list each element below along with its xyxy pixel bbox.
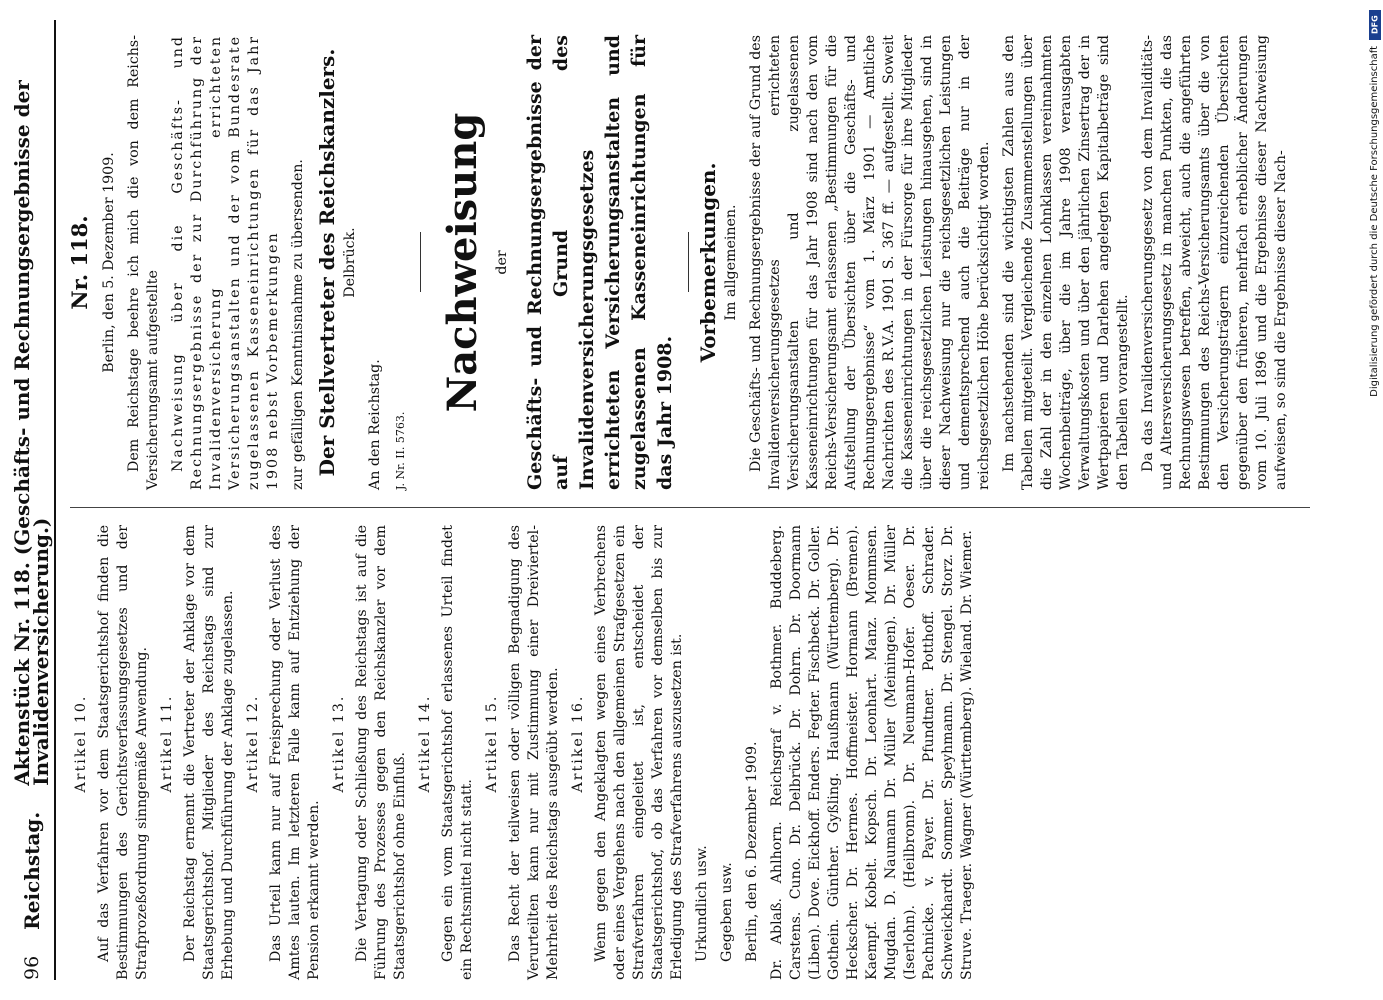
paragraph: Das Urteil kann nur auf Freisprechung oder Verlust des Amtes lauten. Im letzteren Falle kann auf Entziehung der Pension erkannt werden.	[268, 525, 322, 980]
centered-line: Im allgemeinen.	[723, 204, 739, 321]
paragraph: Die Geschäfts- und Rechnungsergebnisse der auf Grund des Invalidenversicherungsgesetzes errichteten Versicherungsanstalten und zugelassenen Kasseneinrichtungen für das Jahr 1908 sind nach den vom Reichs-Versicherungsamt erlassenen „Bestimmungen für die Aufstellung der Übersichten über die Geschäfts- und Rechnungsergebnisse“ vom 1. März 1901 — Amtliche Nachrichten des R.V.A. 1901 S. 367 ff. — aufgestellt. Soweit die Kasseneinrichtungen in der Fürsorge für ihre Mitglieder über die reichsgesetzlichen Leistungen hinausgehen, sind in dieser Nachweisung nur die reichsgesetzlichen Leistungen und dementsprechend auch die Beiträge nur in der reichsgesetzlichen Höhe berücksichtigt worden.	[748, 35, 992, 490]
article-heading: Artikel 11.	[159, 694, 175, 793]
left-column	[66, 525, 983, 980]
section-rule	[420, 233, 421, 293]
paragraph: Gegeben usw.	[719, 862, 735, 962]
document-title: Nachweisung	[439, 112, 486, 413]
right-column	[66, 35, 1297, 490]
document-page	[10, 20, 1330, 980]
header-title: Aktenstück Nr. 118. (Geschäfts- und Rechnungsergebnisse der Invalidenversicherung.)	[10, 80, 53, 786]
column-divider	[70, 507, 1310, 508]
paragraph: Da das Invalidenversicherungsgesetz von dem Invaliditäts- und Altersversicherungsgesetz in manchen Punkten, die das Rechnungswesen betreffen, abweicht, auch die angeführten Bestimmungen des Reichs-Versicherungsamts über die von den Versicherungsträgern einzureichenden Übersichten gegenüber den früheren, mehrfach erheblicher Änderungen vom 10. Juli 1896 und die Ergebnisse dieser Nachweisung aufweisen, so sind die Ergebnisse dieser Nach-	[1140, 35, 1289, 490]
page-number: 96	[20, 955, 43, 980]
section-heading: Vorbemerkungen.	[696, 162, 720, 363]
article-heading: Artikel 15.	[484, 694, 500, 793]
dfg-logo	[1369, 10, 1381, 40]
digitization-note: Digitalisierung gefördert durch die Deutsche Forschungsgemeinschaft	[1369, 46, 1380, 397]
paragraph: Auf das Verfahren vor dem Staatsgerichtshof finden die Bestimmungen des Gerichtsverfassungsgesetzes und der Strafprozeßordnung sinngemäße Anwendung.	[96, 525, 150, 980]
article-heading: Artikel 16.	[570, 694, 586, 793]
article-heading: Artikel 10.	[73, 694, 89, 793]
paragraph: An den Reichstag.	[367, 359, 383, 490]
paragraph: Das Recht der teilweisen oder völligen Begnadigung des Verurteilten kann nur mit Zustimmung einer Dreiviertel-Mehrheit des Reichstags ausgeübt werden.	[507, 525, 561, 980]
section-rule	[688, 233, 689, 293]
document-subject: Geschäfts- und Rechnungsergebnisse der auf Grund des Invalidenversicherungsgesetzes errichteten Versicherungsanstalten und zugelassenen Kasseneinrichtungen für das Jahr 1908.	[524, 35, 676, 490]
paragraph: Berlin, den 6. Dezember 1909.	[744, 741, 760, 962]
journal-number: J. Nr. II. 5763.	[394, 411, 407, 490]
document-number: Nr. 118.	[67, 215, 92, 310]
paragraph: Berlin, den 5. Dezember 1909.	[101, 152, 117, 373]
dfg-logo-text: DFG	[1370, 15, 1380, 35]
paragraph: Gegen ein vom Staatsgerichtshof erlassenes Urteil findet ein Rechtsmittel nicht statt.	[440, 525, 475, 980]
paragraph: Der Reichstag ernennt die Vertreter der Anklage vor dem Staatsgerichtshof. Mitglieder des Reichstags sind zur Erhebung und Durchführung der Anklage zugelassen.	[182, 525, 236, 980]
paragraph: Im nachstehenden sind die wichtigsten Zahlen aus den Tabellen mitgeteilt. Vergleichende Zusammenstellungen über die Zahl der in den einzelnen Lohnklassen vereinnahmten Wochenbeiträge, über die im Jahre 1908 verausgabten Verwaltungskosten und über den jährlichen Zinsertrag der in Wertpapieren und Darlehen angelegten Kapitalbeträge sind den Tabellen vorangestellt.	[1001, 35, 1131, 490]
header-left: Reichstag.	[19, 811, 44, 930]
section-heading: Der Stellvertreter des Reichskanzlers.	[315, 48, 339, 477]
page-header	[10, 20, 56, 980]
paragraph: zur gefälligen Kenntnisnahme zu übersenden.	[290, 159, 306, 490]
paragraph: Dem Reichstage beehre ich mich die von dem Reichs-Versicherungsamt aufgestellte	[126, 35, 161, 490]
paragraph: Nachweisung über die Geschäfts- und Rechnungsergebnisse der zur Durchführung der Invalidenversicherung errichteten Versicherungsanstalten und der vom Bundesrate zugelassenen Kasseneinrichtungen für das Jahr 1908 nebst Vorbemerkungen	[170, 35, 281, 490]
paragraph: Urkundlich usw.	[694, 845, 710, 962]
article-heading: Artikel 13.	[331, 694, 347, 793]
paragraph: Dr. Ablaß. Ahlhorn. Reichsgraf v. Bothmer. Buddeberg. Carstens. Cuno. Dr. Delbrück. Dr. Dohrn. Dr. Doormann (Liben). Dove. Eickhoff. Enders. Fegter. Fischbeck. Dr. Goller. Gothein. Günther. Gyßling. Haußmann (Württemberg). Dr. Heckscher. Dr. Hermes. Hoffmeister. Hormann (Bremen). Kaempf. Kobelt. Kopsch. Dr. Leonhart. Manz. Mommsen. Mugdan. D. Naumann Dr. Müller (Meiningen). Dr. Müller (Iserlohn). (Heilbronn). Dr. Neumann-Hofer. Oeser. Dr. Pachnicke. v. Payer. Dr. Pfundtner. Potthoff. Schrader. Schweickhardt. Sommer. Speyhmann. Dr. Stengel. Storz. Dr. Struve. Traeger. Wagner (Württemberg). Wieland. Dr. Wiemer.	[769, 525, 975, 980]
centered-line: der	[494, 250, 510, 275]
paragraph: Die Vertagung oder Schließung des Reichstags ist auf die Führung des Prozesses gegen den Reichskanzler vor dem Staatsgerichtshof ohne Einfluß.	[354, 525, 408, 980]
article-heading: Artikel 14.	[417, 694, 433, 793]
centered-line: Delbrück.	[342, 227, 358, 298]
article-heading: Artikel 12.	[245, 694, 261, 793]
paragraph: Wenn gegen den Angeklagten wegen eines Verbrechens oder eines Vergehens nach den allgemeinen Strafgesetzen ein Strafverfahren eingeleitet ist, entscheidet der Staatsgerichtshof, ob das Verfahren vor demselben bis zur Erledigung des Strafverfahrens auszusetzen ist.	[593, 525, 685, 980]
